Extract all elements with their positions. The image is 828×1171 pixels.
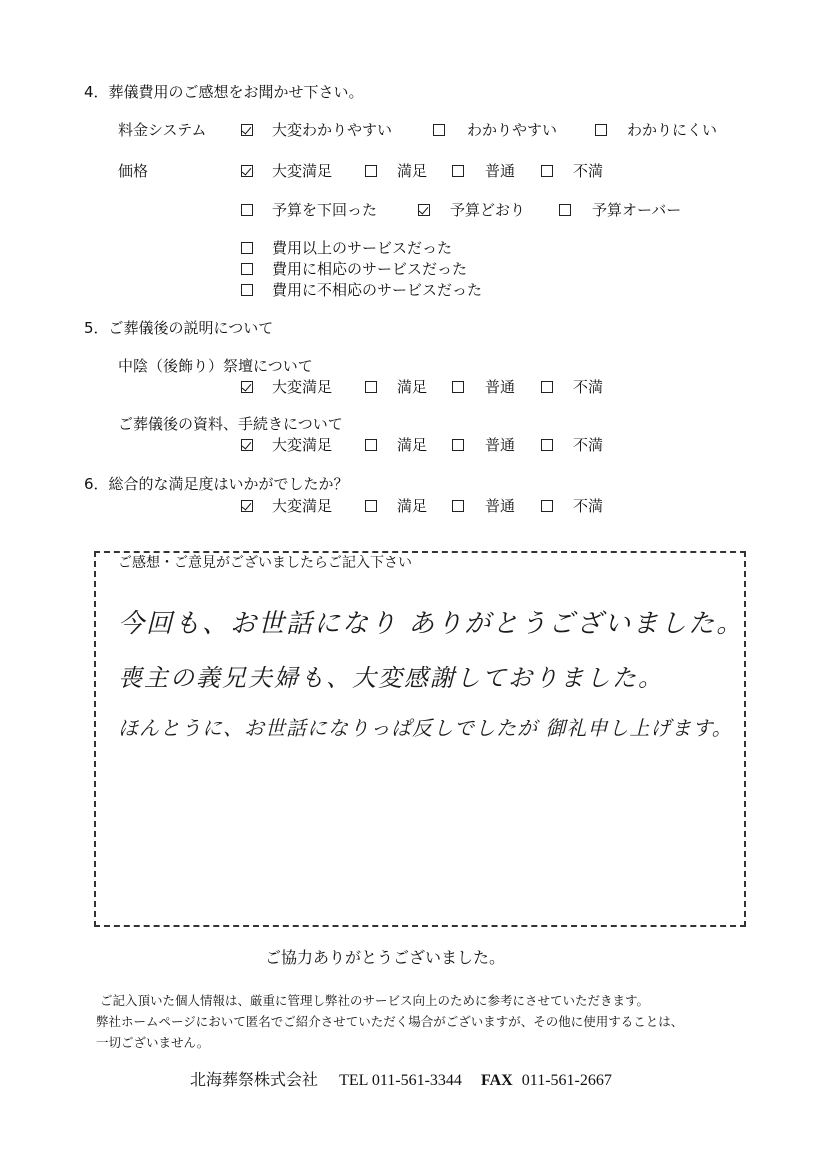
q6-option-2: 普通: [485, 497, 516, 515]
docs-option-3: 不満: [573, 436, 604, 454]
service-option-1: 費用に相応のサービスだった: [272, 260, 468, 278]
docs-checkbox-0[interactable]: [241, 439, 253, 451]
comment-prompt: ご感想・ご意見がございましたらご記入下さい: [118, 555, 412, 571]
price-label: 価格: [118, 162, 149, 180]
altar-checkbox-3[interactable]: [541, 381, 553, 393]
service-checkbox-0[interactable]: [241, 242, 253, 254]
price-checkbox-2[interactable]: [452, 165, 464, 177]
q4-title: 4．葬儀費用のご感想をお聞かせ下さい。: [84, 83, 364, 101]
budget-option-0: 予算を下回った: [272, 201, 378, 219]
company-fax-label: FAX: [481, 1072, 513, 1089]
altar-option-0: 大変満足: [272, 378, 333, 396]
q6-option-1: 満足: [397, 497, 428, 515]
altar-option-2: 普通: [485, 378, 516, 396]
docs-option-2: 普通: [485, 436, 516, 454]
service-checkbox-2[interactable]: [241, 284, 253, 296]
price-option-1: 満足: [397, 162, 428, 180]
q6-checkbox-0[interactable]: [241, 500, 253, 512]
pricing-option-2: わかりにくい: [627, 121, 718, 139]
altar-checkbox-1[interactable]: [365, 381, 377, 393]
price-checkbox-0[interactable]: [241, 165, 253, 177]
pricing-option-0: 大変わかりやすい: [272, 121, 393, 139]
privacy-note-2: 弊社ホームページにおいて匿名でご紹介させていただく場合がございますが、その他に使用することは、: [96, 1014, 684, 1029]
handwritten-line-2: 喪主の義兄夫婦も、大変感謝しておりました。: [118, 664, 664, 692]
pricing-checkbox-0[interactable]: [241, 124, 253, 136]
budget-checkbox-0[interactable]: [241, 204, 253, 216]
q6-option-0: 大変満足: [272, 497, 333, 515]
privacy-note-1: ご記入頂いた個人情報は、厳重に管理し弊社のサービス向上のために参考にさせていただきます。: [100, 993, 650, 1008]
budget-option-1: 予算どおり: [450, 201, 526, 219]
handwritten-line-3: ほんとうに、お世話になりっぱ反しでしたが 御礼申し上げます。: [118, 716, 733, 740]
pricing-label: 料金システム: [118, 121, 207, 139]
price-option-2: 普通: [485, 162, 516, 180]
company-tel: TEL 011-561-3344: [339, 1072, 462, 1089]
altar-option-1: 満足: [397, 378, 428, 396]
docs-checkbox-1[interactable]: [365, 439, 377, 451]
pricing-checkbox-1[interactable]: [433, 124, 445, 136]
budget-checkbox-2[interactable]: [559, 204, 571, 216]
q6-title: 6．総合的な満足度はいかがでしたか？: [84, 475, 349, 493]
altar-label: 中陰（後飾り）祭壇について: [118, 357, 313, 375]
q6-option-3: 不満: [573, 497, 604, 515]
price-option-3: 不満: [573, 162, 604, 180]
budget-option-2: 予算オーバー: [592, 201, 682, 219]
pricing-option-1: わかりやすい: [467, 121, 558, 139]
altar-option-3: 不満: [573, 378, 604, 396]
service-checkbox-1[interactable]: [241, 263, 253, 275]
service-option-0: 費用以上のサービスだった: [272, 239, 453, 257]
q5-title: 5．ご葬儀後の説明について: [84, 319, 274, 337]
altar-checkbox-0[interactable]: [241, 381, 253, 393]
company-fax-number: 011-561-2667: [521, 1072, 612, 1089]
q6-checkbox-3[interactable]: [541, 500, 553, 512]
docs-checkbox-3[interactable]: [541, 439, 553, 451]
price-checkbox-3[interactable]: [541, 165, 553, 177]
privacy-note-3: 一切ございません。: [96, 1035, 210, 1050]
handwritten-line-1: 今回も、お世話になり ありがとうございました。: [118, 609, 745, 639]
company-footer: [190, 1067, 612, 1090]
budget-checkbox-1[interactable]: [418, 204, 430, 216]
company-name: 北海葬祭株式会社: [190, 1070, 319, 1089]
altar-checkbox-2[interactable]: [452, 381, 464, 393]
service-option-2: 費用に不相応のサービスだった: [272, 281, 483, 299]
docs-option-0: 大変満足: [272, 436, 333, 454]
docs-label: ご葬儀後の資料、手続きについて: [118, 415, 343, 433]
q6-checkbox-2[interactable]: [452, 500, 464, 512]
price-option-0: 大変満足: [272, 162, 333, 180]
docs-option-1: 満足: [397, 436, 428, 454]
thanks-message: ご協力ありがとうございました。: [265, 948, 506, 967]
docs-checkbox-2[interactable]: [452, 439, 464, 451]
pricing-checkbox-2[interactable]: [595, 124, 607, 136]
q6-checkbox-1[interactable]: [365, 500, 377, 512]
price-checkbox-1[interactable]: [365, 165, 377, 177]
